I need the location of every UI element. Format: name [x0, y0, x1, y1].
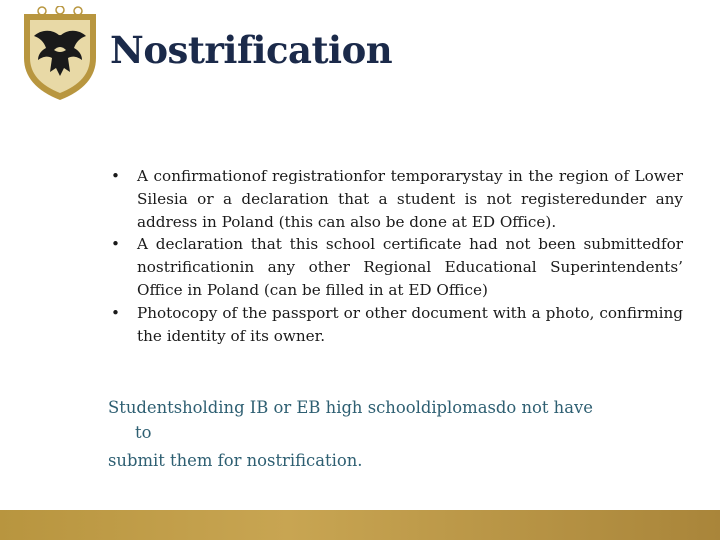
- bullet-icon: •: [111, 235, 120, 254]
- list-item-text: A confirmationof registrationfor temporarystay in the region of Lower Silesia or a declaration that a student is not registeredunder any address in Poland (this can also be done at ED Office).: [137, 167, 683, 231]
- requirements-list: [108, 165, 683, 347]
- bullet-icon: •: [111, 167, 120, 185]
- page-title: Nostrification: [110, 28, 393, 72]
- list-item-text: Photocopy of the passport or other document with a photo, confirming the identity of its owner.: [137, 303, 683, 345]
- bullet-icon: •: [111, 303, 120, 322]
- note-line-3: submit them for nostrification.: [108, 451, 363, 470]
- list-item: [108, 302, 683, 348]
- university-crest-eagle-icon: [20, 6, 100, 102]
- ib-eb-note: [108, 396, 688, 474]
- note-line-2: to: [135, 422, 152, 442]
- note-line-1: Studentsholding IB or EB high schooldiplomasdo not have: [108, 398, 593, 417]
- list-item: [108, 165, 683, 233]
- list-item: [108, 233, 683, 301]
- footer-bar: [0, 510, 720, 540]
- list-item-text: A declaration that this school certificate had not been submittedfor nostrificationin any other Regional Educational Superintendents’ Office in Poland (can be filled in at ED Office): [137, 235, 683, 299]
